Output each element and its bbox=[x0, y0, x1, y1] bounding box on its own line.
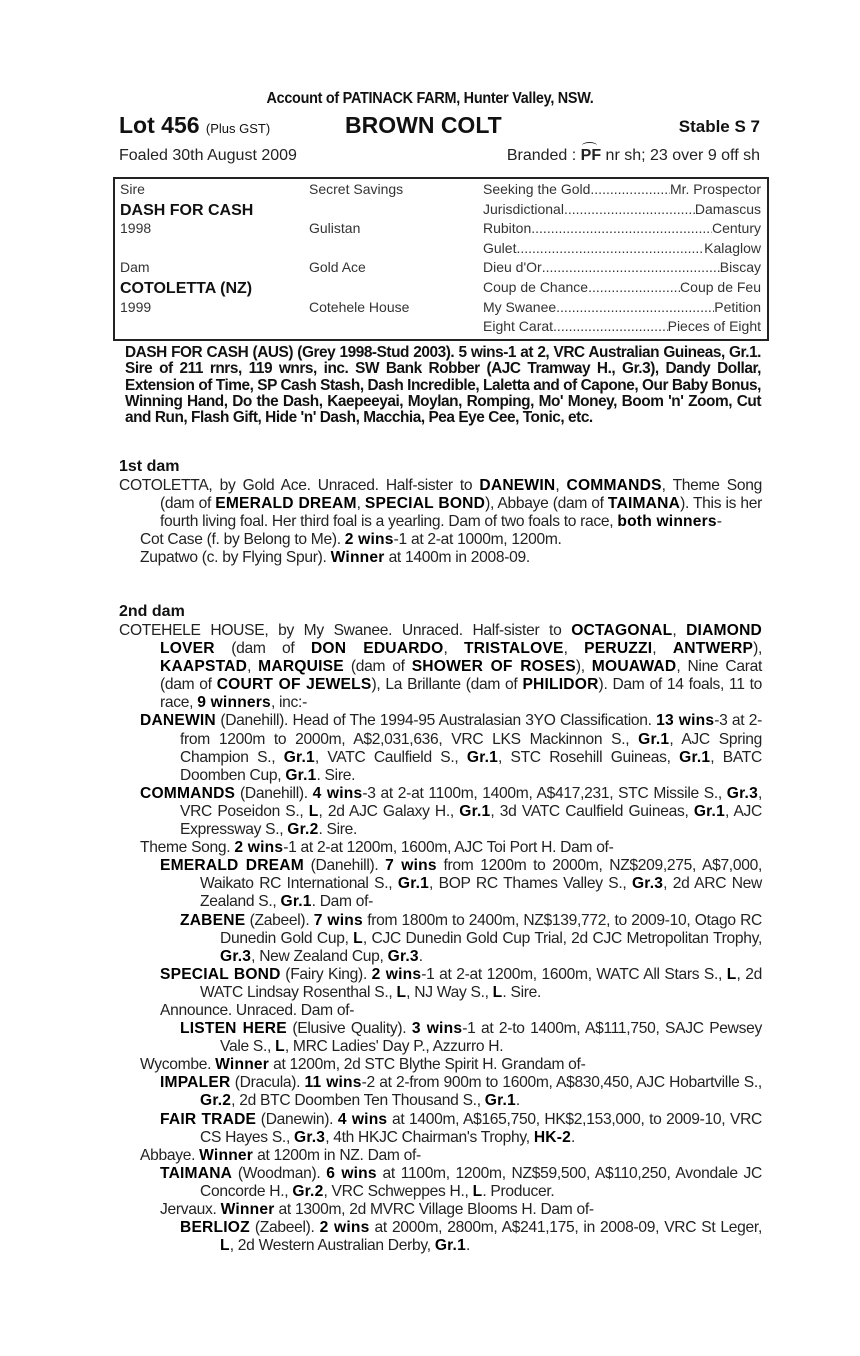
entry-text: at 1200m, 2d STC Blythe Spirit H. Grandam of- bbox=[269, 1056, 586, 1074]
highlight-text: both winners bbox=[617, 513, 717, 531]
great-grandparent-name: Eight Carat bbox=[483, 318, 554, 335]
entry-text: -1 at 2-at 1200m, 1600m, AJC Toi Port H. Dam of- bbox=[283, 839, 614, 857]
entry-text: -3 at 2-at 1100m, 1400m, A$417,231, STC Missile S., bbox=[362, 784, 727, 802]
highlight-text: Gr.3 bbox=[726, 784, 758, 802]
entry-text: , 3d VATC Caulfield Guineas, bbox=[490, 802, 694, 820]
highlight-text: Gr.1 bbox=[285, 766, 317, 784]
great-great-grandparent-name: Kalaglow bbox=[704, 239, 761, 256]
pedigree-entry bbox=[119, 966, 762, 1002]
highlight-text: LISTEN HERE bbox=[180, 1020, 287, 1038]
entry-text: , AJC Spring Champion S., bbox=[180, 730, 763, 766]
entry-text: at 1100m, 1200m, NZ$59,500, A$110,250, Avondale JC Concorde H., bbox=[200, 1164, 762, 1200]
great-grandparent-name: Coup de Chance bbox=[483, 279, 589, 295]
entry-text: , bbox=[247, 658, 259, 676]
entry-text: ), bbox=[575, 658, 592, 676]
highlight-text: 2 wins bbox=[319, 1219, 370, 1237]
grandparent-name: Secret Savings bbox=[309, 181, 404, 197]
highlight-text: 9 winners bbox=[197, 694, 271, 712]
highlight-text: Winner bbox=[199, 1146, 254, 1164]
highlight-text: 3 wins bbox=[411, 1020, 463, 1038]
great-grandparent-name: Rubiton bbox=[483, 220, 532, 237]
grandparent-name: Gulistan bbox=[309, 220, 361, 237]
entry-text: . Sire. bbox=[316, 766, 356, 784]
lot-number bbox=[119, 112, 270, 139]
entry-text: (dam of bbox=[343, 658, 412, 676]
highlight-text: DANEWIN bbox=[479, 477, 556, 494]
entry-text: , BATC Doomben Cup, bbox=[180, 748, 762, 784]
entry-text: . Dam of- bbox=[311, 893, 374, 911]
entry-text: (Fairy King). bbox=[280, 965, 372, 983]
entry-text: (dam of bbox=[214, 640, 311, 658]
highlight-text: Gr.1 bbox=[397, 875, 430, 893]
pedigree-row bbox=[115, 299, 767, 319]
highlight-text: TAIMANA bbox=[160, 1164, 233, 1182]
highlight-text: ZABENE bbox=[180, 911, 246, 929]
entry-text: (Elusive Quality). bbox=[286, 1020, 412, 1038]
great-grandparent-name: Jurisdictional bbox=[483, 200, 564, 217]
great-great-grandparent-name: Century bbox=[711, 220, 761, 237]
highlight-text: 2 wins bbox=[344, 531, 394, 549]
highlight-text: Gr.3 bbox=[631, 875, 664, 893]
dot-leader bbox=[590, 181, 670, 197]
entry-text: Abbaye. bbox=[140, 1146, 200, 1164]
pedigree-row bbox=[115, 201, 767, 221]
highlight-text: EMERALD DREAM bbox=[160, 857, 304, 875]
pedigree-entry bbox=[119, 1147, 762, 1165]
pedigree-row bbox=[115, 240, 767, 260]
entry-text: COTOLETTA, by Gold Ace. Unraced. Half-sister to bbox=[119, 477, 480, 494]
entry-text: (Dracula). bbox=[230, 1074, 305, 1092]
highlight-text: SPECIAL BOND bbox=[364, 495, 486, 513]
entry-text: , bbox=[652, 640, 673, 658]
entry-text: (Zabeel). bbox=[249, 1219, 320, 1237]
pedigree-label: 1999 bbox=[120, 298, 152, 315]
dot-leader bbox=[531, 220, 712, 236]
highlight-text: Gr.2 bbox=[200, 1092, 232, 1110]
pedigree-label: Dam bbox=[120, 259, 150, 276]
highlight-text: Gr.1 bbox=[693, 802, 725, 820]
highlight-text: FAIR TRADE bbox=[160, 1110, 257, 1128]
highlight-text: 11 wins bbox=[304, 1074, 362, 1092]
entry-text: at 1400m, A$165,750, HK$2,153,000, to 2009-10, VRC CS Hayes S., bbox=[200, 1110, 762, 1146]
dot-leader bbox=[553, 318, 668, 334]
great-grandparent-name: Seeking the Gold bbox=[483, 181, 591, 197]
highlight-text: 6 wins bbox=[326, 1164, 377, 1182]
entry-text: (Woodman). bbox=[232, 1164, 327, 1182]
pedigree-label: Sire bbox=[120, 181, 145, 197]
pedigree-row bbox=[115, 318, 767, 338]
highlight-text: DON EDUARDO bbox=[310, 640, 444, 658]
pedigree-entry bbox=[119, 477, 762, 531]
dot-leader bbox=[516, 240, 704, 256]
pedigree-entry bbox=[119, 785, 762, 839]
highlight-text: ANTWERP bbox=[672, 640, 754, 658]
entry-text: at 1400m in 2008-09. bbox=[384, 549, 530, 567]
entry-text: , 2d WATC Lindsay Rosenthal S., bbox=[200, 965, 762, 1001]
highlight-text: COMMANDS bbox=[566, 477, 662, 494]
entry-text: , VRC Poseidon S., bbox=[180, 784, 762, 820]
dot-leader bbox=[588, 279, 680, 295]
highlight-text: SPECIAL BOND bbox=[160, 965, 281, 983]
pedigree-entry bbox=[119, 1056, 762, 1074]
entry-text: . bbox=[571, 1128, 576, 1146]
highlight-text: Gr.3 bbox=[294, 1128, 326, 1146]
great-grandparent-line bbox=[483, 240, 761, 256]
pedigree-entry bbox=[119, 1002, 762, 1020]
brand-info bbox=[507, 147, 760, 165]
pedigree-entry bbox=[119, 857, 762, 911]
consignor-heading: Account of PATINACK FARM, Hunter Valley, NSW. bbox=[266, 90, 594, 107]
entry-text: (Zabeel). bbox=[245, 911, 314, 929]
entry-text: at 1200m in NZ. Dam of- bbox=[253, 1146, 421, 1164]
highlight-text: L bbox=[472, 1182, 483, 1200]
highlight-text: Gr.1 bbox=[638, 730, 670, 748]
lot-title: BROWN COLT bbox=[345, 112, 502, 138]
entry-text: , VRC Schweppes H., bbox=[323, 1182, 473, 1200]
great-great-grandparent-name: Pieces of Eight bbox=[667, 318, 761, 335]
highlight-text: Winner bbox=[220, 1201, 275, 1218]
entry-text: -1 at 2-at 1000m, 1200m. bbox=[393, 531, 562, 549]
pedigree-entry bbox=[119, 1020, 762, 1056]
entry-text: , AJC Expressway S., bbox=[180, 802, 763, 839]
entry-text: Zupatwo (c. by Flying Spur). bbox=[140, 549, 331, 567]
entry-text: , MRC Ladies' Day P., Azzurro H. bbox=[284, 1038, 504, 1056]
entry-text: ), La Brillante (dam of bbox=[371, 676, 523, 694]
highlight-text: 7 wins bbox=[385, 857, 437, 875]
highlight-text: MARQUISE bbox=[258, 658, 344, 676]
highlight-text: OCTAGONAL bbox=[571, 622, 673, 639]
great-grandparent-name: Dieu d'Or bbox=[483, 259, 542, 276]
highlight-text: Gr.1 bbox=[679, 748, 711, 766]
entry-text: , VATC Caulfield S., bbox=[314, 748, 467, 766]
sire-summary: DASH FOR CASH (AUS) (Grey 1998-Stud 2003). 5 wins-1 at 2, VRC Australian Guineas, Gr.1. Sire of 211 rnrs, 119 wnrs, inc. SW Bank Robber (AJC Tramway H., Gr.3), Dandy Dollar, Extension of Time, SP Cash Stash, Dash Incredible, Laletta and of Capone, Our Baby Bonus, Winning Hand, Do the Dash, Kaepeeyai, Moylan, Romping, Mo' Money, Boom 'n' Zoom, Cut and Run, Flash Gift, Hide 'n' Dash, Macchia, Pea Eye Cee, Tonic, etc. bbox=[125, 344, 761, 427]
parent-name: COTOLETTA (NZ) bbox=[120, 280, 253, 297]
highlight-text: DIAMOND LOVER bbox=[160, 622, 762, 658]
highlight-text: Gr.1 bbox=[466, 748, 499, 766]
highlight-text: PERUZZI bbox=[584, 640, 653, 658]
highlight-text: Gr.1 bbox=[283, 748, 315, 766]
highlight-text: Gr.1 bbox=[434, 1237, 466, 1255]
highlight-text: 2 wins bbox=[234, 839, 284, 857]
highlight-text: Gr.3 bbox=[387, 947, 419, 965]
second-dam-heading: 2nd dam bbox=[119, 603, 185, 620]
entry-text: . Sire. bbox=[318, 821, 358, 839]
highlight-text: Gr.2 bbox=[287, 821, 319, 839]
highlight-text: 7 wins bbox=[313, 911, 363, 929]
entry-text: , CJC Dunedin Gold Cup Trial, 2d CJC Metropolitan Trophy, bbox=[362, 929, 762, 947]
great-grandparent-name: Gulet bbox=[483, 239, 517, 256]
entry-text: , BOP RC Thames Valley S., bbox=[429, 875, 632, 893]
great-grandparent-name: My Swanee bbox=[483, 298, 557, 315]
great-grandparent-line bbox=[483, 201, 761, 217]
entry-text: , 4th HKJC Chairman's Trophy, bbox=[325, 1128, 534, 1146]
highlight-text: PHILIDOR bbox=[522, 676, 599, 694]
dot-leader bbox=[564, 201, 695, 217]
highlight-text: Gr.2 bbox=[292, 1182, 324, 1200]
highlight-text: IMPALER bbox=[160, 1074, 231, 1092]
pedigree-entry bbox=[119, 1111, 762, 1147]
entry-text: , bbox=[555, 477, 567, 494]
entry-text: (Danehill). Head of The 1994-95 Australasian 3YO Classification. bbox=[215, 712, 657, 730]
highlight-text: L bbox=[492, 983, 503, 1001]
second-dam-section bbox=[119, 622, 762, 1255]
dot-leader bbox=[556, 299, 714, 315]
pedigree-entry bbox=[119, 1074, 762, 1110]
grandparent-name: Gold Ace bbox=[309, 259, 366, 276]
entry-text: , bbox=[356, 495, 365, 513]
entry-text: . Sire. bbox=[502, 983, 542, 1001]
highlight-text: EMERALD DREAM bbox=[215, 495, 357, 513]
first-dam-section bbox=[119, 477, 762, 567]
entry-text: from 1200m to 2000m, NZ$209,275, A$7,000, Waikato RC International S., bbox=[200, 857, 762, 893]
highlight-text: 13 wins bbox=[656, 712, 715, 730]
highlight-text: Winner bbox=[215, 1056, 270, 1074]
entry-text: , STC Rosehill Guineas, bbox=[498, 748, 680, 766]
entry-text: , NJ Way S., bbox=[406, 983, 493, 1001]
highlight-text: L bbox=[396, 983, 407, 1001]
entry-text: at 2000m, 2800m, A$241,175, in 2008-09, VRC St Leger, bbox=[369, 1219, 762, 1237]
highlight-text: 2 wins bbox=[371, 965, 422, 983]
highlight-text: SHOWER OF ROSES bbox=[411, 658, 576, 676]
pedigree-entry bbox=[119, 531, 762, 549]
entry-text: (Danehill). bbox=[303, 857, 386, 875]
entry-text: Theme Song. bbox=[140, 839, 235, 857]
entry-text: from 1800m to 2400m, NZ$139,772, to 2009-10, Otago RC Dunedin Gold Cup, bbox=[220, 911, 762, 947]
entry-text: , bbox=[672, 622, 687, 639]
entry-text: , bbox=[443, 640, 465, 658]
entry-text: ). Dam of 14 foals, 11 to race, bbox=[160, 676, 762, 712]
branded-label: Branded : bbox=[506, 147, 581, 164]
pedigree-entry bbox=[119, 839, 762, 857]
entry-text: ), bbox=[753, 640, 762, 658]
entry-text: . bbox=[418, 947, 423, 965]
entry-text: ), Abbaye (dam of bbox=[485, 495, 608, 513]
entry-text: . bbox=[515, 1092, 520, 1110]
highlight-text: Gr.1 bbox=[459, 802, 491, 820]
pedigree-row bbox=[115, 181, 767, 201]
entry-text: -1 at 2-to 1400m, A$111,750, SAJC Pewsey Vale S., bbox=[220, 1020, 762, 1056]
entry-text: -1 at 2-at 1200m, 1600m, WATC All Stars S., bbox=[421, 965, 727, 983]
great-grandparent-line bbox=[483, 259, 761, 275]
great-great-grandparent-name: Damascus bbox=[694, 200, 761, 217]
pedigree-row bbox=[115, 220, 767, 240]
highlight-text: L bbox=[308, 802, 319, 820]
highlight-text: L bbox=[353, 929, 363, 947]
brand-mark: PF bbox=[580, 147, 602, 164]
plus-gst-note: (Plus GST) bbox=[205, 121, 271, 136]
great-grandparent-line bbox=[483, 181, 761, 197]
great-great-grandparent-name: Petition bbox=[714, 298, 761, 315]
highlight-text: 4 wins bbox=[312, 784, 363, 802]
great-great-grandparent-name: Mr. Prospector bbox=[669, 181, 761, 197]
entry-text: , New Zealand Cup, bbox=[251, 947, 388, 965]
pedigree-row bbox=[115, 279, 767, 299]
entry-text: (Danewin). bbox=[256, 1110, 338, 1128]
pedigree-row bbox=[115, 259, 767, 279]
highlight-text: Gr.3 bbox=[220, 947, 252, 965]
entry-text: at 1300m, 2d MVRC Village Blooms H. Dam of- bbox=[274, 1201, 594, 1218]
entry-text: - bbox=[716, 513, 722, 531]
highlight-text: Winner bbox=[330, 549, 385, 567]
great-grandparent-line bbox=[483, 299, 761, 315]
entry-text: , Nine Carat (dam of bbox=[160, 658, 762, 694]
pedigree-entry bbox=[119, 1201, 762, 1219]
great-great-grandparent-name: Coup de Feu bbox=[680, 279, 761, 295]
parent-name: DASH FOR CASH bbox=[120, 201, 254, 219]
entry-text: Wycombe. bbox=[140, 1056, 216, 1074]
highlight-text: KAAPSTAD bbox=[160, 658, 248, 676]
dot-leader bbox=[542, 259, 720, 275]
pedigree-entry bbox=[119, 622, 762, 712]
pedigree-entry bbox=[119, 1219, 762, 1255]
great-grandparent-line bbox=[483, 279, 761, 295]
highlight-text: COMMANDS bbox=[140, 784, 236, 802]
highlight-text: 4 wins bbox=[337, 1110, 388, 1128]
highlight-text: Gr.1 bbox=[484, 1092, 516, 1110]
highlight-text: TAIMANA bbox=[607, 495, 681, 513]
pedigree-entry bbox=[119, 912, 762, 966]
great-great-grandparent-name: Biscay bbox=[719, 259, 761, 276]
entry-text: , inc:- bbox=[270, 694, 307, 712]
entry-text: . Producer. bbox=[482, 1182, 555, 1200]
entry-text: Jervaux. bbox=[160, 1201, 221, 1218]
entry-text: . bbox=[465, 1237, 471, 1255]
highlight-text: BERLIOZ bbox=[180, 1219, 250, 1237]
highlight-text: HK-2 bbox=[533, 1128, 572, 1146]
pedigree-entry bbox=[119, 1165, 762, 1201]
entry-text: (Danehill). bbox=[235, 784, 313, 802]
entry-text: , 2d ARC New Zealand S., bbox=[200, 875, 763, 911]
entry-text: , Theme Song (dam of bbox=[160, 477, 762, 513]
highlight-text: DANEWIN bbox=[140, 712, 216, 730]
brand-details: nr sh; 23 over 9 off sh bbox=[601, 147, 760, 164]
pedigree-entry bbox=[119, 712, 762, 784]
great-grandparent-line bbox=[483, 318, 761, 334]
entry-text: Cot Case (f. by Belong to Me). bbox=[140, 531, 345, 549]
pedigree-entry bbox=[119, 549, 762, 567]
entry-text: ). This is her fourth living foal. Her third foal is a yearling. Dam of two foals to race, bbox=[160, 495, 762, 531]
highlight-text: COURT OF JEWELS bbox=[216, 676, 372, 694]
highlight-text: MOUAWAD bbox=[591, 658, 677, 676]
entry-text: , 2d AJC Galaxy H., bbox=[318, 802, 460, 820]
great-grandparent-line bbox=[483, 220, 761, 236]
highlight-text: Gr.1 bbox=[280, 893, 312, 911]
foaled-date: Foaled 30th August 2009 bbox=[119, 147, 297, 164]
highlight-text: L bbox=[220, 1237, 230, 1255]
entry-text: , 2d Western Australian Derby, bbox=[229, 1237, 435, 1255]
entry-text: Announce. Unraced. Dam of- bbox=[160, 1001, 355, 1019]
grandparent-name: Cotehele House bbox=[309, 298, 410, 315]
entry-text: , 2d BTC Doomben Ten Thousand S., bbox=[231, 1092, 485, 1110]
highlight-text: L bbox=[726, 965, 737, 983]
entry-text: -3 at 2-from 1200m to 2000m, A$2,031,636, VRC LKS Mackinnon S., bbox=[180, 712, 762, 748]
entry-text: COTEHELE HOUSE, by My Swanee. Unraced. Half-sister to bbox=[119, 622, 572, 639]
entry-text: , bbox=[563, 640, 585, 658]
lot-label: Lot 456 bbox=[119, 112, 200, 138]
entry-text: -2 at 2-from 900m to 1600m, A$830,450, AJC Hobartville S., bbox=[361, 1074, 762, 1092]
highlight-text: L bbox=[275, 1038, 285, 1056]
first-dam-heading: 1st dam bbox=[119, 458, 180, 475]
pedigree-table bbox=[113, 177, 769, 341]
highlight-text: TRISTALOVE bbox=[464, 640, 564, 658]
stable-number: Stable S 7 bbox=[678, 117, 760, 136]
pedigree-label: 1998 bbox=[120, 220, 152, 237]
